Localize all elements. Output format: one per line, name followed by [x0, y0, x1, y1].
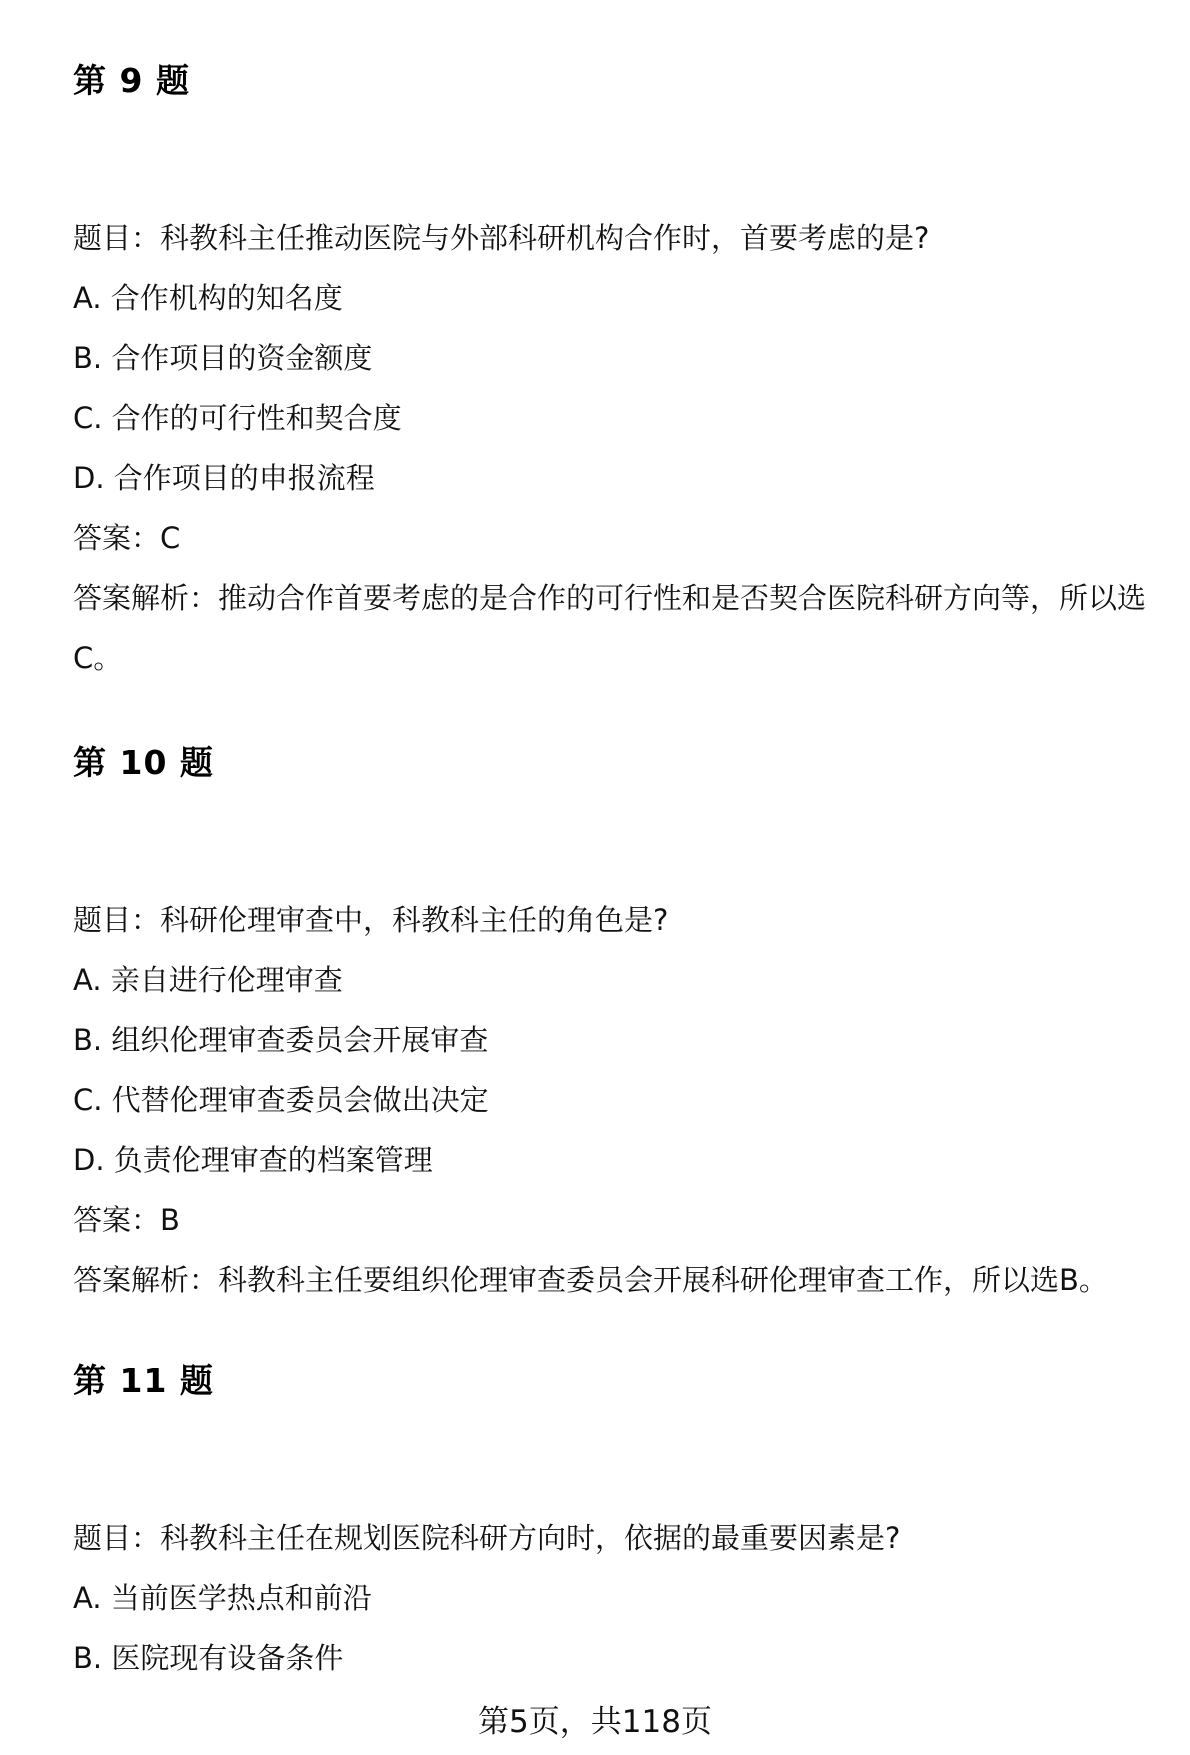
question-10-option-b: B. 组织伦理审查委员会开展审查	[73, 1023, 489, 1057]
question-9-explanation: 答案解析：推动合作首要考虑的是合作的可行性和是否契合医院科研方向等，所以选C。	[73, 581, 1147, 675]
question-10-option-d: D. 负责伦理审查的档案管理	[73, 1143, 433, 1177]
question-9-option-a: A. 合作机构的知名度	[73, 281, 343, 315]
question-10-heading: 第 10 题	[73, 743, 214, 782]
question-10-option-c: C. 代替伦理审查委员会做出决定	[73, 1083, 489, 1117]
question-10-text: 题目：科研伦理审查中，科教科主任的角色是?	[73, 903, 669, 937]
page-number-footer: 第5页，共118页	[478, 1704, 712, 1740]
question-11-heading: 第 11 题	[73, 1361, 214, 1400]
question-9-option-b: B. 合作项目的资金额度	[73, 341, 373, 375]
question-9-answer: 答案：C	[73, 521, 181, 555]
question-10-option-a: A. 亲自进行伦理审查	[73, 963, 343, 997]
question-11-text: 题目：科教科主任在规划医院科研方向时，依据的最重要因素是?	[73, 1521, 901, 1555]
question-11-option-b: B. 医院现有设备条件	[73, 1641, 344, 1675]
question-11-option-a: A. 当前医学热点和前沿	[73, 1581, 372, 1615]
question-9-option-d: D. 合作项目的申报流程	[73, 461, 375, 495]
question-10-explanation: 答案解析：科教科主任要组织伦理审查委员会开展科研伦理审查工作，所以选B。	[73, 1263, 1108, 1297]
question-9-text: 题目：科教科主任推动医院与外部科研机构合作时，首要考虑的是?	[73, 221, 930, 255]
question-9-option-c: C. 合作的可行性和契合度	[73, 401, 402, 435]
question-10-answer: 答案：B	[73, 1203, 180, 1237]
question-9-heading: 第 9 题	[73, 61, 190, 100]
